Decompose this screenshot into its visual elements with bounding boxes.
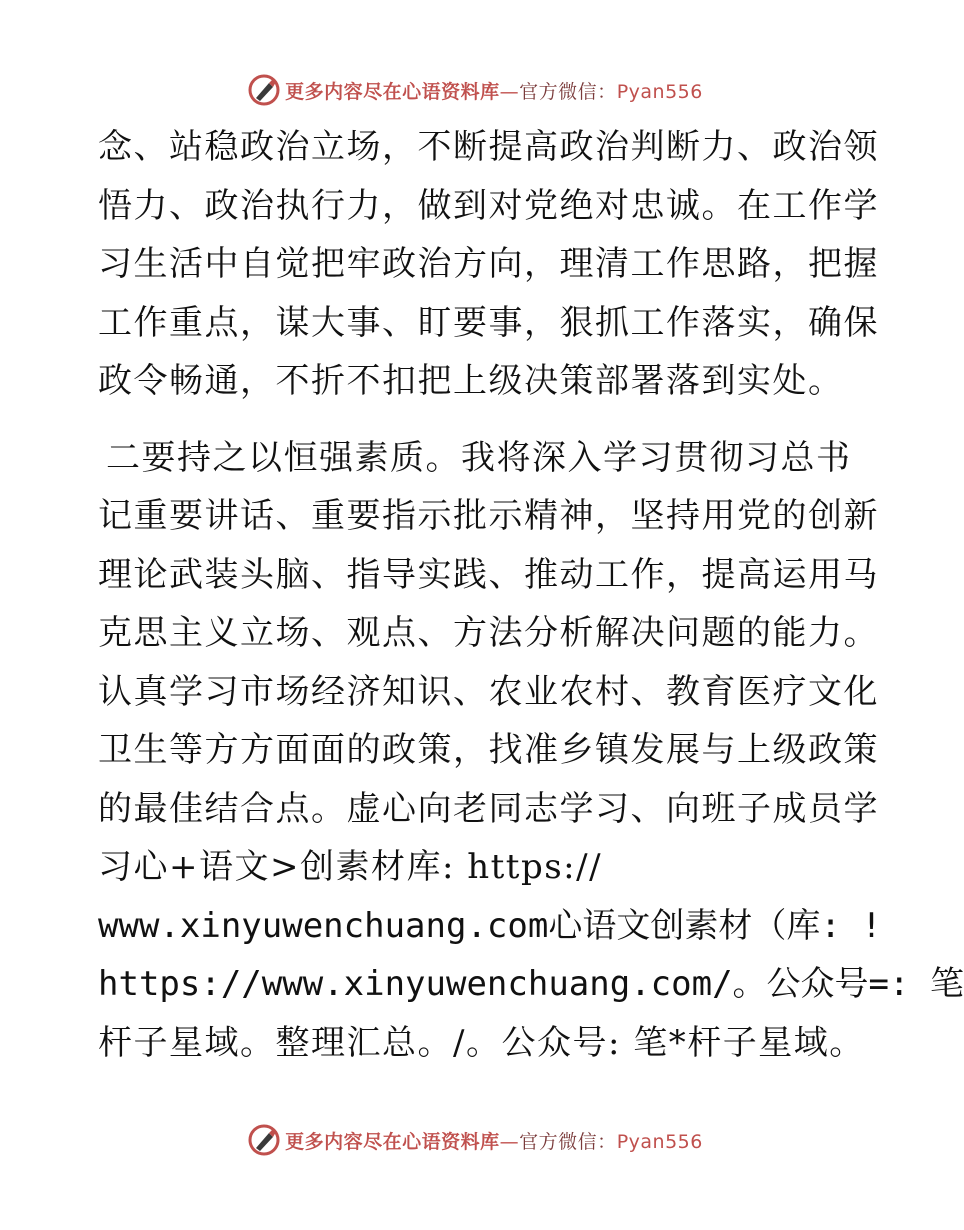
pen-nib-logo-icon	[247, 73, 281, 107]
text-line: 念、站稳政治立场，不断提高政治判断力、政治领	[98, 127, 879, 167]
text-line: 习生活中自觉把牢政治方向，理清工作思路，把握	[98, 244, 879, 284]
footer-banner	[0, 1120, 950, 1160]
text-line: 杆子星域。整理汇总。/。公众号: 笔*杆子星域。	[98, 1022, 865, 1063]
footer-text	[285, 1127, 703, 1154]
document-body	[98, 118, 964, 1072]
paragraph-2	[98, 429, 964, 1073]
footer-brand: 更多内容尽在心语资料库	[285, 1130, 500, 1153]
text-line: 政令畅通，不折不扣把上级决策部署落到实处。	[98, 361, 844, 401]
header-brand: 更多内容尽在心语资料库	[285, 80, 500, 103]
text-line: 克思主义立场、观点、方法分析解决问题的能力。	[98, 613, 879, 653]
text-line: 的最佳结合点。虚心向老同志学习、向班子成员学	[98, 788, 879, 829]
text-line: 工作重点，谋大事、盯要事，狠抓工作落实，确保	[98, 302, 879, 343]
header-dash: —	[499, 80, 520, 103]
text-line: 认真学习市场经济知识、农业农村、教育医疗文化	[98, 671, 879, 712]
pen-nib-logo-icon	[247, 1123, 281, 1157]
text-line: 理论武装头脑、指导实践、推动工作，提高运用马	[98, 554, 879, 595]
text-line: 二要持之以恒强素质。我将深入学习贯彻习总书	[106, 437, 852, 478]
header-text	[285, 77, 703, 104]
text-line: 悟力、政治执行力，做到对党绝对忠诚。在工作学	[98, 185, 879, 226]
paragraph-1	[98, 118, 879, 411]
header-label: 官方微信：	[519, 80, 617, 103]
text-line: www.xinyuwenchuang.com心语文创素材（库: !	[98, 905, 882, 946]
text-line: 卫生等方方面面的政策，找准乡镇发展与上级政策	[98, 730, 879, 770]
text-line: https://www.xinyuwenchuang.com/。公众号=: 笔	[98, 964, 964, 1004]
text-line: 习心+语文>创素材库: https://	[98, 847, 603, 887]
footer-label: 官方微信：	[519, 1130, 617, 1153]
header-wechat-id: Pyan556	[616, 80, 703, 103]
text-line: 记重要讲话、重要指示批示精神，坚持用党的创新	[98, 496, 879, 536]
footer-wechat-id: Pyan556	[616, 1130, 703, 1153]
header-banner	[0, 70, 950, 110]
footer-dash: —	[499, 1130, 520, 1153]
